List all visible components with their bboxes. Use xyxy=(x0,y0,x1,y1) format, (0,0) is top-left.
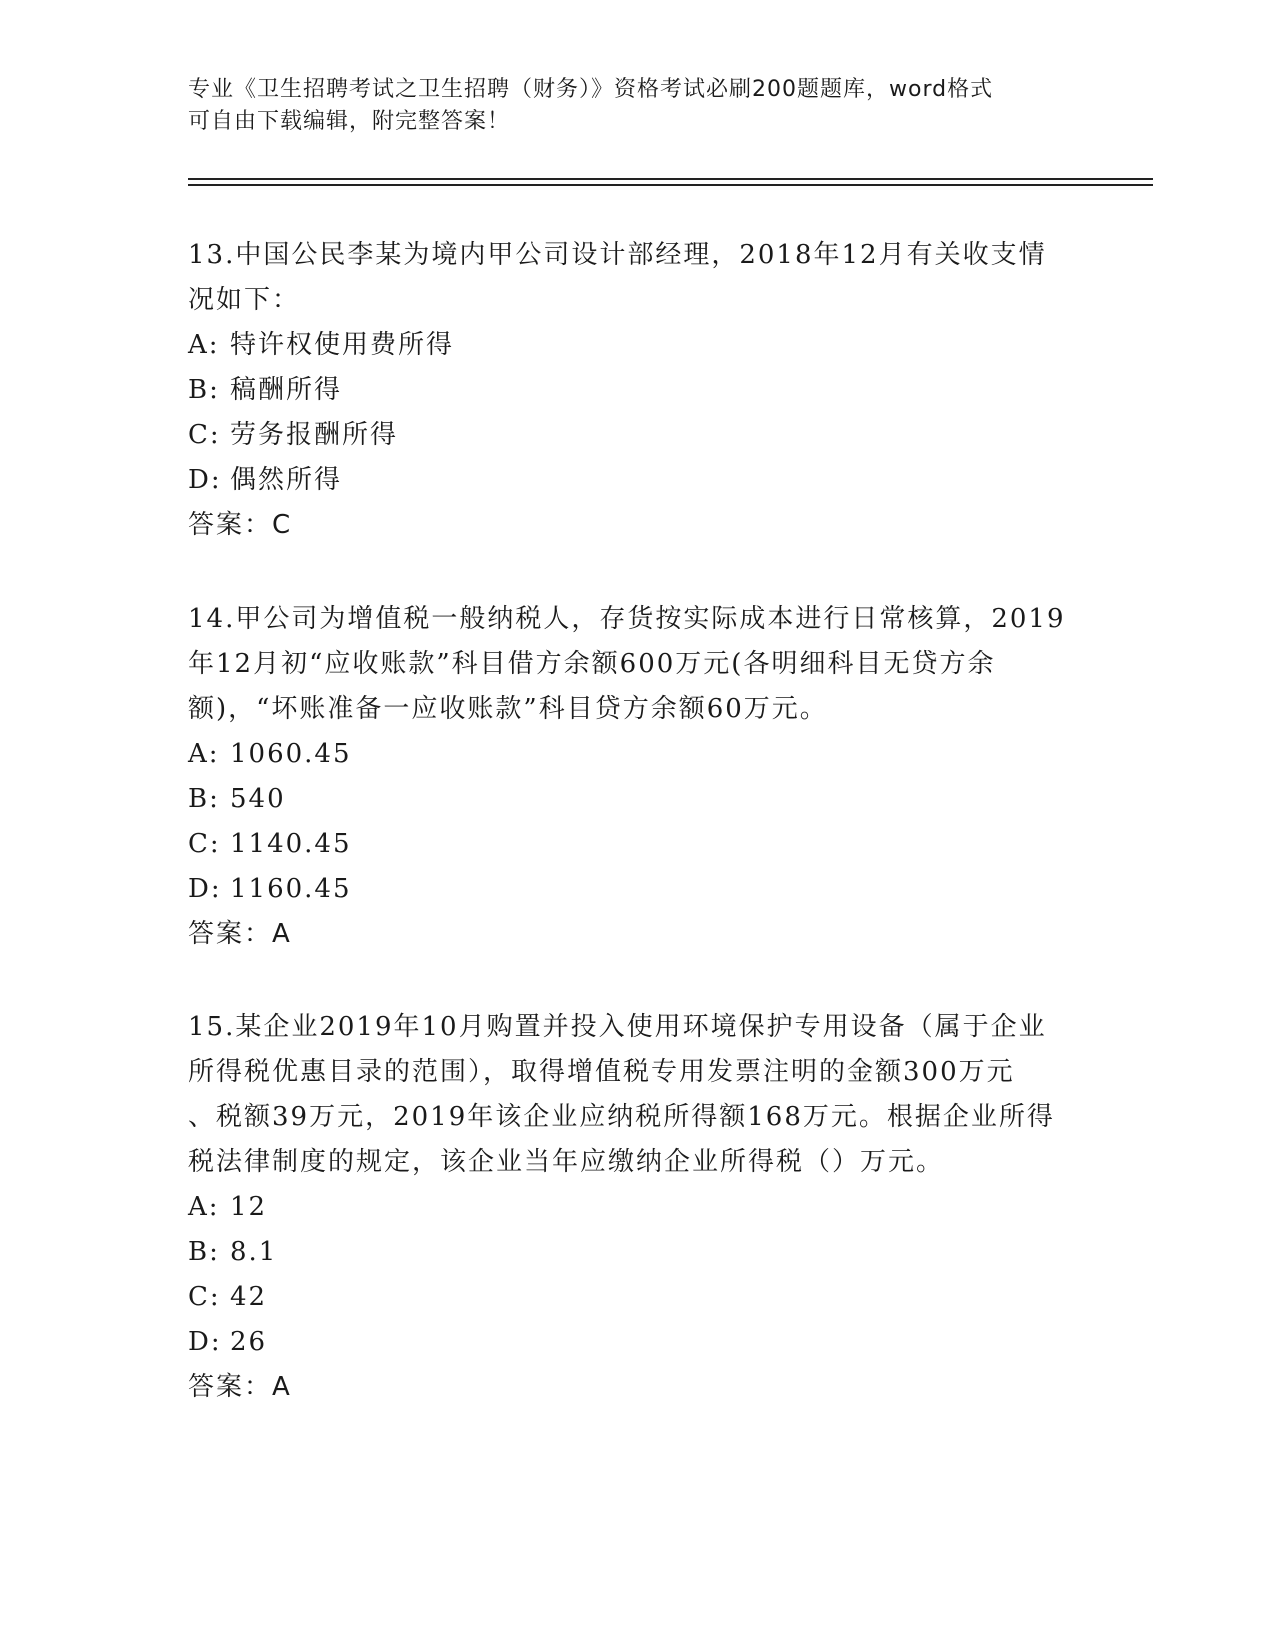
option-key: A: xyxy=(188,330,220,360)
option-c xyxy=(188,1275,1088,1320)
answer-line: 答案：A xyxy=(188,1372,292,1402)
question-stem xyxy=(188,597,1088,732)
stem-line: 、税额39万元，2019年该企业应纳税所得额168万元。根据企业所得 xyxy=(188,1102,1055,1132)
option-c xyxy=(188,822,1088,867)
answer-line: 答案：A xyxy=(188,919,292,949)
option-key: D: xyxy=(188,465,222,495)
stem-line: 所得税优惠目录的范围），取得增值税专用发票注明的金额300万元 xyxy=(188,1057,1015,1087)
option-text: 8.1 xyxy=(230,1237,278,1267)
stem-line: 税法律制度的规定，该企业当年应缴纳企业所得税（）万元。 xyxy=(188,1147,945,1177)
option-key: C: xyxy=(188,1282,221,1312)
question-15 xyxy=(188,1005,1088,1410)
option-c xyxy=(188,413,1088,458)
option-text: 42 xyxy=(230,1282,268,1312)
stem-line: 15.某企业2019年10月购置并投入使用环境保护专用设备（属于企业 xyxy=(188,1012,1047,1042)
option-text: 稿酬所得 xyxy=(230,375,343,405)
option-key: A: xyxy=(188,1192,220,1222)
header-divider-bottom xyxy=(188,184,1153,186)
option-text: 26 xyxy=(230,1327,268,1357)
option-text: 1140.45 xyxy=(230,829,352,859)
answer-line: 答案：C xyxy=(188,510,293,540)
header-line: 专业《卫生招聘考试之卫生招聘（财务）》资格考试必刷200题题库，word格式 xyxy=(188,77,994,102)
document-header xyxy=(188,74,1088,138)
option-text: 偶然所得 xyxy=(230,465,343,495)
option-key: C: xyxy=(188,420,221,450)
option-key: D: xyxy=(188,874,222,904)
header-line: 可自由下载编辑，附完整答案！ xyxy=(188,109,511,134)
option-a xyxy=(188,323,1088,368)
option-text: 劳务报酬所得 xyxy=(230,420,399,450)
option-key: B: xyxy=(188,784,220,814)
question-stem xyxy=(188,233,1088,323)
option-text: 12 xyxy=(230,1192,268,1222)
question-14 xyxy=(188,597,1088,957)
header-divider-top xyxy=(188,178,1153,180)
option-a xyxy=(188,732,1088,777)
option-b xyxy=(188,1230,1088,1275)
stem-line: 年12月初“应收账款”科目借方余额600万元(各明细科目无贷方余 xyxy=(188,649,996,679)
stem-line: 14.甲公司为增值税一般纳税人，存货按实际成本进行日常核算，2019 xyxy=(188,604,1066,634)
stem-line: 况如下： xyxy=(188,285,301,315)
option-text: 特许权使用费所得 xyxy=(230,330,455,360)
option-b xyxy=(188,777,1088,822)
option-key: A: xyxy=(188,739,220,769)
option-key: B: xyxy=(188,1237,220,1267)
question-stem xyxy=(188,1005,1088,1185)
option-key: D: xyxy=(188,1327,222,1357)
option-text: 1060.45 xyxy=(230,739,352,769)
option-d xyxy=(188,1320,1088,1365)
option-d xyxy=(188,458,1088,503)
option-d xyxy=(188,867,1088,912)
option-b xyxy=(188,368,1088,413)
option-text: 1160.45 xyxy=(230,874,352,904)
option-key: C: xyxy=(188,829,221,859)
stem-line: 额)，“坏账准备一应收账款”科目贷方余额60万元。 xyxy=(188,694,828,724)
question-13 xyxy=(188,233,1088,548)
option-a xyxy=(188,1185,1088,1230)
option-key: B: xyxy=(188,375,220,405)
stem-line: 13.中国公民李某为境内甲公司设计部经理，2018年12月有关收支情 xyxy=(188,240,1047,270)
option-text: 540 xyxy=(230,784,286,814)
